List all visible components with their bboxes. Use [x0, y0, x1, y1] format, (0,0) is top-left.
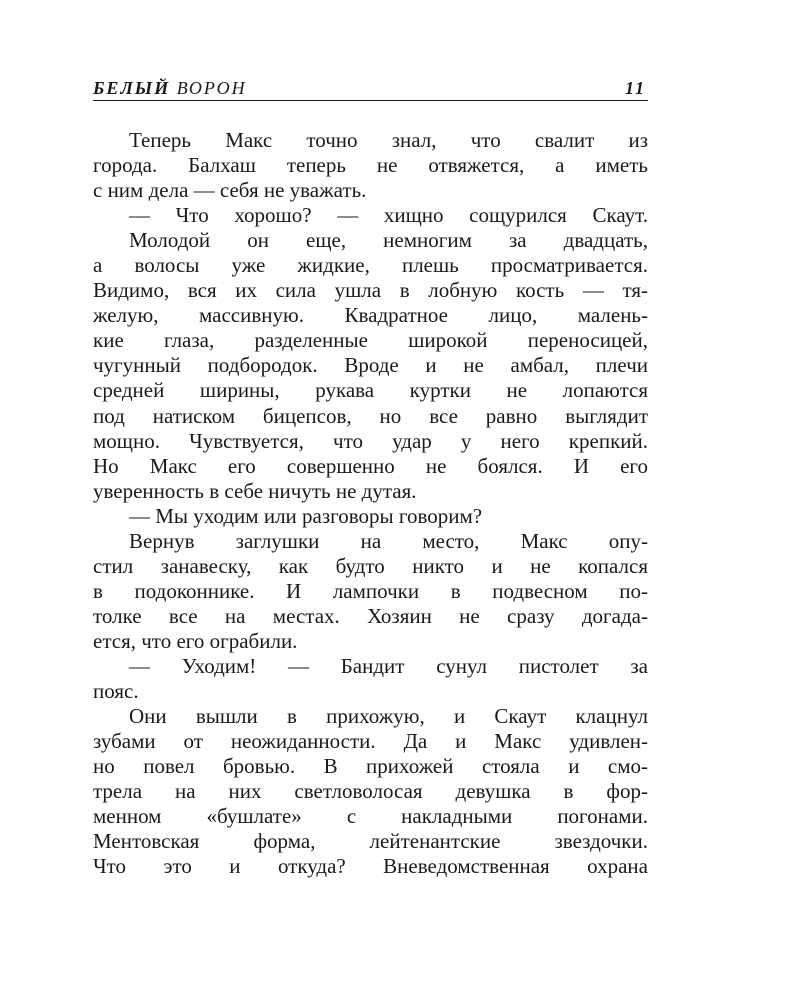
page-number: 11	[624, 78, 646, 98]
text-line: стил занавеску, как будто никто и не копался	[93, 553, 648, 578]
text-line: средней ширины, рукава куртки не лопаются	[93, 378, 648, 403]
running-title	[93, 78, 247, 99]
text-line: в подоконнике. И лампочки в подвесном по-	[93, 578, 648, 603]
text-line: мощно. Чувствуется, что удар у него крепкий.	[93, 428, 648, 453]
text-line: зубами от неожиданности. Да и Макс удивлен-	[93, 729, 648, 754]
text-line: Что это и откуда? Вневедомственная охрана	[93, 854, 648, 879]
text-line: Видимо, вся их сила ушла в лобную кость — тя-	[93, 278, 648, 303]
text-line: желую, массивную. Квадратное лицо, малень-	[93, 303, 648, 328]
body-text	[93, 128, 648, 879]
running-title-part1: БЕЛЫЙ	[93, 78, 171, 98]
text-line: пояс.	[93, 679, 139, 704]
text-line: с ним дела — себя не уважать.	[93, 178, 367, 203]
text-line: Ментовская форма, лейтенантские звездочки.	[93, 829, 648, 854]
text-line: уверенность в себе ничуть не дутая.	[93, 478, 417, 503]
text-line: ется, что его ограбили.	[93, 628, 298, 653]
text-line: — Что хорошо? — хищно сощурился Скаут.	[129, 203, 648, 228]
text-line: — Уходим! — Бандит сунул пистолет за	[129, 653, 648, 678]
text-line: Но Макс его совершенно не боялся. И его	[93, 453, 648, 478]
text-line: толке все на местах. Хозяин не сразу догада-	[93, 603, 648, 628]
text-line: города. Балхаш теперь не отвяжется, а иметь	[93, 153, 648, 178]
text-line: но повел бровью. В прихожей стояла и смо-	[93, 754, 648, 779]
text-line: трела на них светловолосая девушка в фор-	[93, 779, 648, 804]
text-line: Они вышли в прихожую, и Скаут клацнул	[129, 704, 648, 729]
text-line: чугунный подбородок. Вроде и не амбал, плечи	[93, 353, 648, 378]
text-line: а волосы уже жидкие, плешь просматривается.	[93, 253, 648, 278]
text-line: Теперь Макс точно знал, что свалит из	[129, 128, 648, 152]
text-line: под натиском бицепсов, но все равно выглядит	[93, 403, 648, 428]
text-line: кие глаза, разделенные широкой переносицей,	[93, 328, 648, 353]
text-line: Вернув заглушки на место, Макс опу-	[129, 528, 648, 553]
running-header	[93, 78, 648, 101]
text-line: — Мы уходим или разговоры говорим?	[129, 503, 483, 528]
text-line: менном «бушлате» с накладными погонами.	[93, 804, 648, 829]
text-line: Молодой он еще, немногим за двадцать,	[129, 228, 648, 253]
running-title-part2: ВОРОН	[176, 78, 247, 98]
